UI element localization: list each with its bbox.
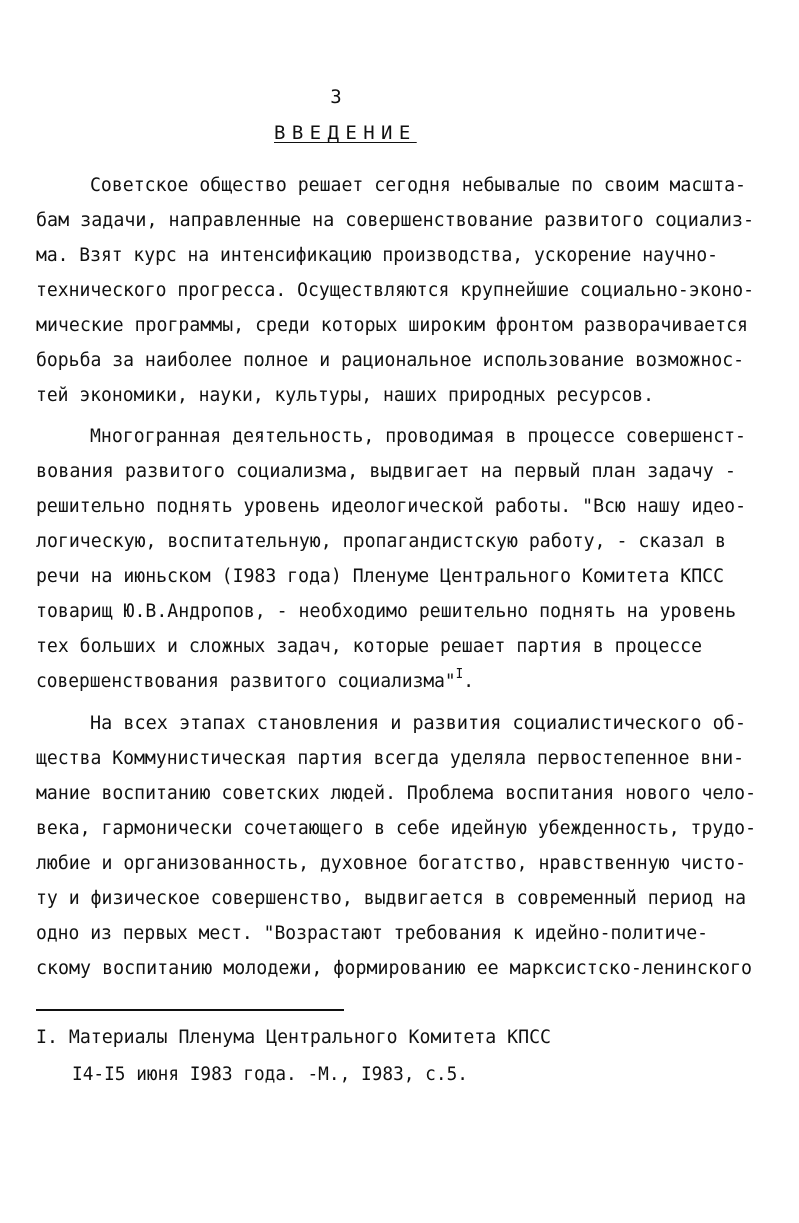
paragraph-1-line-5: мические программы, среди которых широким фронтом разворачивается — [36, 315, 748, 336]
paragraph-2-line-5: речи на июньском (I983 года) Пленуме Центрального Комитета КПСС — [36, 566, 724, 587]
paragraph-3-line-3: мание воспитанию советских людей. Проблема воспитания нового чело- — [36, 783, 756, 804]
footnote-line-1: I. Материалы Пленума Центрального Комитета КПСС — [36, 1027, 551, 1048]
paragraph-1-line-7: тей экономики, науки, культуры, наших природных ресурсов. — [36, 385, 654, 406]
paragraph-1-line-3: ма. Взят курс на интенсификацию производства, ускорение научно- — [36, 245, 718, 266]
paragraph-2-line-4: логическую, воспитательную, пропагандистскую работу, - сказал в — [36, 531, 726, 552]
paragraph-1-line-4: технического прогресса. Осуществляются крупнейшие социально-эконо- — [36, 280, 754, 301]
paragraph-2-line-2: вования развитого социализма, выдвигает на первый план задачу - — [36, 461, 736, 482]
paragraph-2-line-8-text: совершенствования развитого социализма" — [36, 671, 456, 692]
paragraph-2-line-8-end: . — [463, 671, 474, 692]
footnote-reference: I — [455, 667, 464, 682]
paragraph-3-line-4: века, гармонически сочетающего в себе идейную убежденность, трудо- — [36, 818, 756, 839]
paragraph-3-line-8: скому воспитанию молодежи, формированию ее марксистско-ленинского — [36, 958, 752, 979]
footnote-divider — [36, 1009, 344, 1011]
paragraph-2-line-6: товарищ Ю.В.Андропов, - необходимо решительно поднять на уровень — [36, 601, 736, 622]
paragraph-2-line-7: тех больших и сложных задач, которые решает партия в процессе — [36, 636, 702, 657]
paragraph-2-line-3: решительно поднять уровень идеологической работы. "Всю нашу идео- — [36, 496, 746, 517]
paragraph-3-line-6: ту и физическое совершенство, выдвигается в современный период на — [36, 888, 746, 909]
paragraph-1-line-2: бам задачи, направленные на совершенствование развитого социализ- — [36, 210, 754, 231]
paragraph-2-line-8 — [36, 667, 474, 696]
paragraph-3-line-7: одно из первых мест. "Возрастают требования к идейно-политиче- — [36, 923, 708, 944]
page-title: ВВЕДЕНИЕ — [274, 122, 417, 144]
paragraph-3-line-5: любие и организованность, духовное богатство, нравственную чисто- — [36, 853, 746, 874]
paragraph-3-line-2: щества Коммунистическая партия всегда уделяла первостепенное вни- — [36, 748, 744, 769]
paragraph-3-line-1: На всех этапах становления и развития социалистического об- — [90, 713, 746, 734]
page-number: 3 — [330, 86, 342, 108]
paragraph-1-line-6: борьба за наиболее полное и рациональное использование возможнос- — [36, 350, 744, 371]
paragraph-1-line-1: Советское общество решает сегодня небывалые по своим масшта- — [90, 175, 746, 196]
paragraph-2-line-1: Многогранная деятельность, проводимая в процессе совершенст- — [90, 426, 746, 447]
footnote-line-2: I4-I5 июня I983 года. -М., I983, с.5. — [72, 1064, 468, 1085]
